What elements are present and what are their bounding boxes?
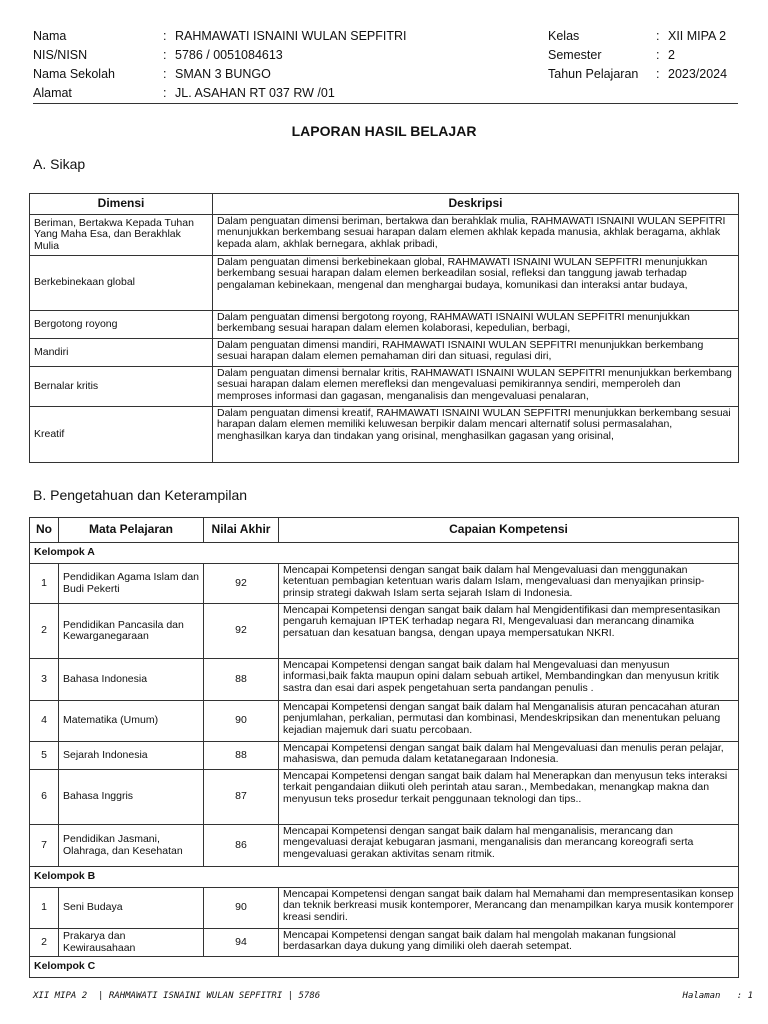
nilai-cell: 90 xyxy=(204,701,279,742)
capaian-cell: Mencapai Kompetensi dengan sangat baik dalam hal Menerapkan dan menyusun teks interaksi terkait pengandaian diikuti oleh perintah atau saran., Membedakan, menangkap makna dan menyusun teks prosedur terkait penggunaan teknologi dan tips.. xyxy=(279,770,739,825)
nilai-cell: 88 xyxy=(204,659,279,701)
table-header-row xyxy=(30,518,739,543)
table-row xyxy=(30,888,739,929)
capaian-cell: Mencapai Kompetensi dengan sangat baik dalam hal Menganalisis aturan pencacahan aturan penjumlahan, perkalian, permutasi dan kombinasi, Mendeskripsikan dan menentukan peluang kejadian majemuk dari suatu percobaan. xyxy=(279,701,739,742)
column-header-capaian: Capaian Kompetensi xyxy=(279,518,739,543)
column-header-no: No xyxy=(30,518,59,543)
group-row xyxy=(30,867,739,888)
table-row xyxy=(30,825,739,867)
nilai-cell: 92 xyxy=(204,564,279,604)
no-cell: 6 xyxy=(30,770,59,825)
capaian-cell: Mencapai Kompetensi dengan sangat baik dalam hal menganalisis, merancang dan mengevaluasi derajat kebugaran jasmani, menganalisis dan merancang koreografi serta mengevaluasi gerakan aktivitas senam ritmik. xyxy=(279,825,739,867)
nilai-cell: 88 xyxy=(204,742,279,770)
dimensi-cell: Bergotong royong xyxy=(30,311,213,339)
sikap-table xyxy=(29,193,739,463)
dimensi-cell: Beriman, Bertakwa Kepada Tuhan Yang Maha Esa, dan Berakhlak Mulia xyxy=(30,215,213,256)
mapel-cell: Bahasa Inggris xyxy=(59,770,204,825)
no-cell: 7 xyxy=(30,825,59,867)
group-row xyxy=(30,957,739,978)
no-cell: 2 xyxy=(30,604,59,659)
table-row xyxy=(30,407,739,463)
deskripsi-cell: Dalam penguatan dimensi bernalar kritis, RAHMAWATI ISNAINI WULAN SEPFITRI menunjukkan berkembang sesuai harapan dalam elemen merefleksi dan mengevaluasi pemikirannya sendiri, memperoleh dan memproses informasi dan gagasan, menganalisis dan mengevaluasi penalaran, xyxy=(213,367,739,407)
info-row-kelas xyxy=(548,27,748,46)
info-row-nis xyxy=(33,46,453,65)
capaian-cell: Mencapai Kompetensi dengan sangat baik dalam hal Mengevaluasi dan menggunakan ketentuan pembagian ketentuan waris dalam Islam, mengevaluasi dan menyajikan prinsip-prinsip strategi dakwah Islam serta sejarah Islam di Indonesia. xyxy=(279,564,739,604)
info-separator: : xyxy=(163,29,167,43)
student-info xyxy=(33,27,453,103)
mapel-cell: Bahasa Indonesia xyxy=(59,659,204,701)
group-label: Kelompok C xyxy=(30,957,739,978)
table-row xyxy=(30,256,739,311)
dimensi-cell: Mandiri xyxy=(30,339,213,367)
dimensi-cell: Bernalar kritis xyxy=(30,367,213,407)
table-row xyxy=(30,564,739,604)
info-row-nama xyxy=(33,27,453,46)
info-label: Nama Sekolah xyxy=(33,67,115,81)
no-cell: 5 xyxy=(30,742,59,770)
deskripsi-cell: Dalam penguatan dimensi berkebinekaan global, RAHMAWATI ISNAINI WULAN SEPFITRI menunjukkan berkembang sesuai harapan dalam elemen berkeadilan sosial, refleksi dan tanggung jawab terhadap pengalaman kebinekaan, mengenal dan menghargai budaya, komunikasi dan interaksi antar budaya, xyxy=(213,256,739,311)
section-title-pengetahuan: B. Pengetahuan dan Keterampilan xyxy=(33,487,248,503)
info-separator: : xyxy=(656,29,660,43)
no-cell: 4 xyxy=(30,701,59,742)
info-value: SMAN 3 BUNGO xyxy=(175,67,271,81)
info-label: Alamat xyxy=(33,86,72,100)
info-separator: : xyxy=(163,67,167,81)
group-label: Kelompok B xyxy=(30,867,739,888)
table-row xyxy=(30,604,739,659)
mapel-cell: Sejarah Indonesia xyxy=(59,742,204,770)
footer-page-number: Halaman : 1 xyxy=(682,991,753,1001)
capaian-cell: Mencapai Kompetensi dengan sangat baik dalam hal Mengevaluasi dan menulis peran pelajar, mahasiswa, dan pemuda dalam ketatanegaraan Indonesia. xyxy=(279,742,739,770)
mapel-table xyxy=(29,517,739,978)
table-row xyxy=(30,215,739,256)
mapel-cell: Seni Budaya xyxy=(59,888,204,929)
table-row xyxy=(30,929,739,957)
info-label: NIS/NISN xyxy=(33,48,88,62)
column-header-deskripsi: Deskripsi xyxy=(213,194,739,215)
info-value: RAHMAWATI ISNAINI WULAN SEPFITRI xyxy=(175,29,407,43)
capaian-cell: Mencapai Kompetensi dengan sangat baik dalam hal mengolah makanan fungsional berdasarkan daya dukung yang dimiliki oleh daerah setempat. xyxy=(279,929,739,957)
mapel-cell: Pendidikan Agama Islam dan Budi Pekerti xyxy=(59,564,204,604)
nilai-cell: 92 xyxy=(204,604,279,659)
capaian-cell: Mencapai Kompetensi dengan sangat baik dalam hal Mengevaluasi dan menyusun informasi,baik fakta maupun opini dalam sebuah artikel, Membandingkan dan menyusun kritik sastra dan esai dari aspek pengetahuan serta pandangan penulis . xyxy=(279,659,739,701)
nilai-cell: 94 xyxy=(204,929,279,957)
group-label: Kelompok A xyxy=(30,543,739,564)
header-divider xyxy=(33,103,738,104)
page-footer xyxy=(33,991,753,1001)
table-row xyxy=(30,770,739,825)
info-label: Kelas xyxy=(548,29,580,43)
info-value: XII MIPA 2 xyxy=(668,29,727,43)
info-separator: : xyxy=(656,48,660,62)
info-row-semester xyxy=(548,46,748,65)
info-row-sekolah xyxy=(33,65,453,84)
table-row xyxy=(30,367,739,407)
info-value: 2023/2024 xyxy=(668,67,728,81)
dimensi-cell: Kreatif xyxy=(30,407,213,463)
info-separator: : xyxy=(163,48,167,62)
dimensi-cell: Berkebinekaan global xyxy=(30,256,213,311)
column-header-nilai: Nilai Akhir xyxy=(204,518,279,543)
table-row xyxy=(30,659,739,701)
mapel-cell: Pendidikan Jasmani, Olahraga, dan Kesehatan xyxy=(59,825,204,867)
no-cell: 1 xyxy=(30,888,59,929)
footer-student-info: XII MIPA 2 | RAHMAWATI ISNAINI WULAN SEPFITRI | 5786 xyxy=(33,991,321,1001)
nilai-cell: 90 xyxy=(204,888,279,929)
info-row-alamat xyxy=(33,84,453,103)
no-cell: 1 xyxy=(30,564,59,604)
deskripsi-cell: Dalam penguatan dimensi mandiri, RAHMAWATI ISNAINI WULAN SEPFITRI menunjukkan berkembang sesuai harapan dalam elemen pemahaman diri dan situasi, regulasi diri, xyxy=(213,339,739,367)
no-cell: 3 xyxy=(30,659,59,701)
column-header-dimensi: Dimensi xyxy=(30,194,213,215)
table-header-row xyxy=(30,194,739,215)
table-row xyxy=(30,701,739,742)
section-title-sikap: A. Sikap xyxy=(33,156,86,172)
deskripsi-cell: Dalam penguatan dimensi beriman, bertakwa dan berahklak mulia, RAHMAWATI ISNAINI WULAN SEPFITRI menunjukkan berkembang sesuai harapan dalam elemen akhlak kepada manusia, akhlak beragama, akhlak kepada alam, akhlak bernegara, akhlak pribadi, xyxy=(213,215,739,256)
column-header-mapel: Mata Pelajaran xyxy=(59,518,204,543)
capaian-cell: Mencapai Kompetensi dengan sangat baik dalam hal Memahami dan mempresentasikan konsep dan teknik berkreasi musik kontemporer, Merancang dan menampilkan karya musik kontemporer kreasi sendiri. xyxy=(279,888,739,929)
class-info xyxy=(548,27,748,84)
capaian-cell: Mencapai Kompetensi dengan sangat baik dalam hal Mengidentifikasi dan mempresentasikan pengaruh kemajuan IPTEK terhadap negara RI, Mengevaluasi dan merancang dinamika persatuan dan kesatuan bangsa, dengan upaya mempersatukan NKRI. xyxy=(279,604,739,659)
info-separator: : xyxy=(656,67,660,81)
info-value: 5786 / 0051084613 xyxy=(175,48,283,62)
info-value: 2 xyxy=(668,48,675,62)
group-row xyxy=(30,543,739,564)
info-label: Tahun Pelajaran xyxy=(548,67,639,81)
no-cell: 2 xyxy=(30,929,59,957)
page-title: LAPORAN HASIL BELAJAR xyxy=(291,123,477,139)
info-label: Semester xyxy=(548,48,602,62)
mapel-cell: Matematika (Umum) xyxy=(59,701,204,742)
deskripsi-cell: Dalam penguatan dimensi kreatif, RAHMAWATI ISNAINI WULAN SEPFITRI menunjukkan berkembang sesuai harapan dalam elemen memiliki keluwesan berpikir dalam mencari alternatif solusi permasalahan, menghasilkan karya dan tindakan yang orisinal, menghasilkan gagasan yang orisinal, xyxy=(213,407,739,463)
info-value: JL. ASAHAN RT 037 RW /01 xyxy=(175,86,335,100)
table-row xyxy=(30,742,739,770)
info-row-tahun xyxy=(548,65,748,84)
info-separator: : xyxy=(163,86,167,100)
table-row xyxy=(30,311,739,339)
table-row xyxy=(30,339,739,367)
nilai-cell: 86 xyxy=(204,825,279,867)
nilai-cell: 87 xyxy=(204,770,279,825)
mapel-cell: Pendidikan Pancasila dan Kewarganegaraan xyxy=(59,604,204,659)
mapel-cell: Prakarya dan Kewirausahaan xyxy=(59,929,204,957)
info-label: Nama xyxy=(33,29,67,43)
deskripsi-cell: Dalam penguatan dimensi bergotong royong, RAHMAWATI ISNAINI WULAN SEPFITRI menunjukkan berkembang sesuai harapan dalam elemen kolaborasi, kepedulian, berbagi, xyxy=(213,311,739,339)
